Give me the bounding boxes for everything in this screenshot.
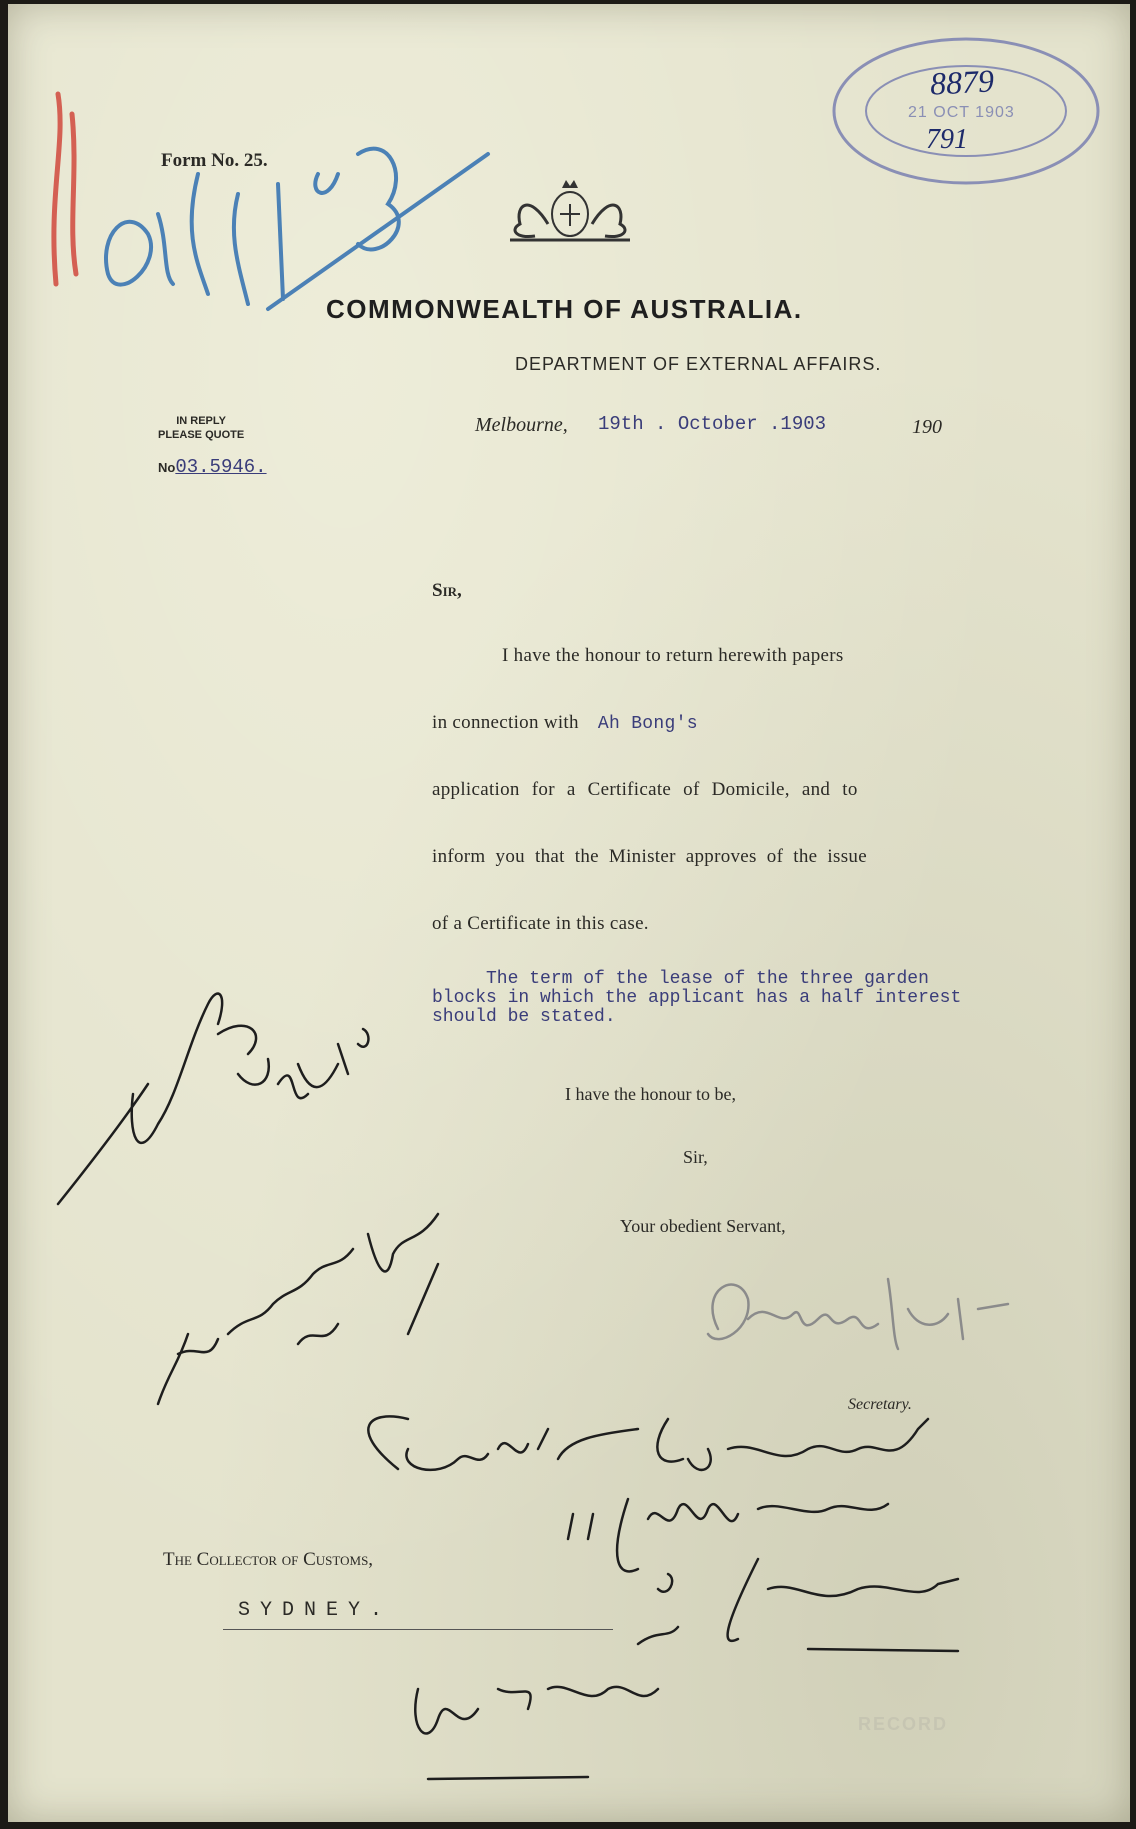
letterhead-title: COMMONWEALTH OF AUSTRALIA. — [326, 294, 803, 324]
reply-notice — [158, 414, 244, 442]
applicant-name: Ah Bong's — [597, 714, 698, 734]
body-line-5: of a Certificate in this case. — [432, 913, 649, 934]
stamp-number: 8879 — [929, 62, 995, 102]
reference-number — [158, 456, 267, 478]
body-line-3: application for a Certificate of Domicile, and to — [432, 779, 858, 800]
letter-page — [8, 4, 1130, 1822]
stamp-ref: 791 — [926, 124, 968, 155]
records-watermark: RECORD — [858, 1714, 949, 1734]
dateline-printed-year: 190 — [912, 416, 942, 438]
closing-line-1: I have the honour to be, — [565, 1084, 736, 1104]
typed-note: The term of the lease of the three garden blocks in which the applicant has a half interest should be stated. — [432, 969, 962, 1027]
dateline-place: Melbourne, — [475, 414, 568, 436]
coat-of-arms-icon — [500, 174, 640, 244]
body-line-2-prefix: in connection with — [432, 712, 579, 733]
reference-prefix: No — [158, 460, 176, 475]
reply-line-2: PLEASE QUOTE — [158, 429, 245, 441]
secretary-signature — [678, 1259, 1058, 1379]
addressee-city: SYDNEY. — [238, 1599, 393, 1622]
blue-pencil-annotation — [88, 114, 508, 314]
closing-line-2: Sir, — [683, 1147, 708, 1167]
signatory-title: Secretary. — [848, 1396, 912, 1413]
body-line-4: inform you that the Minister approves of the issue — [432, 846, 867, 867]
addressee-underline — [223, 1629, 613, 1630]
addressee-title: The Collector of Customs, — [163, 1549, 374, 1570]
reply-line-1: IN REPLY — [176, 415, 226, 427]
form-number: Form No. 25. — [161, 150, 268, 171]
closing-line-3: Your obedient Servant, — [620, 1216, 786, 1236]
department-name: DEPARTMENT OF EXTERNAL AFFAIRS. — [515, 354, 882, 374]
salutation: Sir, — [432, 580, 462, 601]
margin-annotation-2 — [138, 1174, 468, 1424]
dateline-date: 19th . October .1903 — [598, 413, 827, 435]
body-line-2 — [432, 712, 698, 734]
body-line-1: I have the honour to return herewith papers — [502, 645, 844, 666]
stamp-date: 21 OCT 1903 — [908, 104, 1015, 121]
reference-number-value: 03.5946. — [175, 456, 267, 478]
